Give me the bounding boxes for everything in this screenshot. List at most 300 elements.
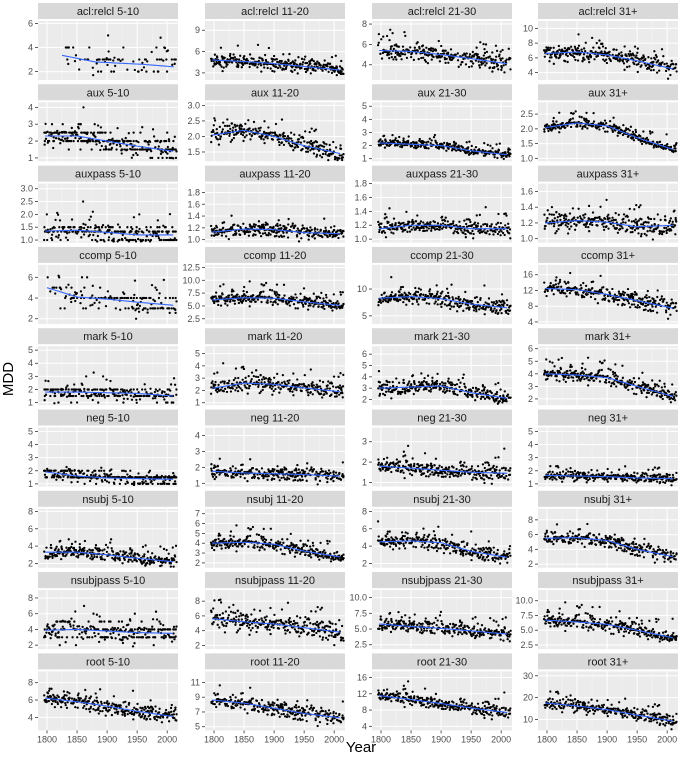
data-point <box>631 303 633 305</box>
data-point <box>220 304 222 306</box>
data-point <box>258 60 260 62</box>
data-point <box>604 297 606 299</box>
data-point <box>105 378 107 380</box>
data-point <box>223 221 225 223</box>
data-point <box>339 291 341 293</box>
data-point <box>419 138 421 140</box>
data-point <box>174 312 176 314</box>
data-point <box>649 229 651 231</box>
data-point <box>142 239 144 241</box>
data-point <box>297 56 299 58</box>
data-point <box>567 282 569 284</box>
data-point <box>403 298 405 300</box>
data-point <box>447 220 449 222</box>
data-point <box>492 309 494 311</box>
data-point <box>71 127 73 129</box>
data-point <box>485 62 487 64</box>
data-point <box>433 136 435 138</box>
data-point <box>639 135 641 137</box>
data-point <box>553 293 555 295</box>
data-point <box>281 60 283 62</box>
data-point <box>165 226 167 228</box>
data-point <box>561 214 563 216</box>
data-point <box>427 62 429 64</box>
data-point <box>130 140 132 142</box>
data-point <box>559 279 561 281</box>
data-point <box>105 226 107 228</box>
data-point <box>617 135 619 137</box>
data-point <box>107 50 109 52</box>
data-point <box>626 66 628 68</box>
y-tick-label: 2 <box>28 314 33 324</box>
data-point <box>340 60 342 62</box>
data-point <box>141 388 143 390</box>
data-point <box>457 59 459 61</box>
data-point <box>602 122 604 124</box>
data-point <box>92 234 94 236</box>
data-point <box>165 140 167 142</box>
data-point <box>263 226 265 228</box>
data-point <box>418 298 420 300</box>
data-point <box>151 51 153 53</box>
data-point <box>665 133 667 135</box>
data-point <box>651 305 653 307</box>
data-point <box>627 300 629 302</box>
data-point <box>583 59 585 61</box>
data-point <box>291 145 293 147</box>
data-point <box>416 141 418 143</box>
data-point <box>290 132 292 134</box>
data-point <box>381 57 383 59</box>
data-point <box>158 230 160 232</box>
data-point <box>158 58 160 60</box>
data-point <box>121 152 123 154</box>
data-point <box>503 302 505 304</box>
data-point <box>602 219 604 221</box>
data-point <box>478 308 480 310</box>
data-point <box>458 66 460 68</box>
data-point <box>420 288 422 290</box>
data-point <box>105 305 107 307</box>
data-point <box>640 233 642 235</box>
data-point <box>649 132 651 134</box>
data-point <box>62 140 64 142</box>
data-point <box>555 211 557 213</box>
data-point <box>451 296 453 298</box>
data-point <box>171 58 173 60</box>
data-point <box>99 142 101 144</box>
data-point <box>101 145 103 147</box>
data-point <box>566 226 568 228</box>
data-point <box>91 239 93 241</box>
data-point <box>493 307 495 309</box>
data-point <box>308 238 310 240</box>
data-point <box>471 145 473 147</box>
data-point <box>171 226 173 228</box>
panel-ccomp-5-10 <box>28 247 178 324</box>
data-point <box>281 141 283 143</box>
data-point <box>404 229 406 231</box>
y-tick-label: 1.4 <box>520 202 533 212</box>
data-point <box>279 224 281 226</box>
data-point <box>136 148 138 150</box>
data-point <box>98 58 100 60</box>
data-point <box>634 45 636 47</box>
data-point <box>406 298 408 300</box>
data-point <box>275 123 277 125</box>
data-point <box>54 219 56 221</box>
data-point <box>135 308 137 310</box>
data-point <box>278 236 280 238</box>
data-point <box>339 144 341 146</box>
data-point <box>298 138 300 140</box>
data-point <box>500 308 502 310</box>
data-point <box>57 388 59 390</box>
data-point <box>613 48 615 50</box>
data-point <box>666 63 668 65</box>
data-point <box>222 227 224 229</box>
data-point <box>108 139 110 141</box>
data-point <box>438 40 440 42</box>
data-point <box>462 146 464 148</box>
data-point <box>43 399 45 401</box>
data-point <box>592 211 594 213</box>
data-point <box>661 233 663 235</box>
data-point <box>169 389 171 391</box>
data-point <box>627 135 629 137</box>
data-point <box>395 137 397 139</box>
data-point <box>257 63 259 65</box>
data-point <box>89 234 91 236</box>
data-point <box>106 64 108 66</box>
data-point <box>144 307 146 309</box>
data-point <box>578 116 580 118</box>
data-point <box>336 66 338 68</box>
data-point <box>486 225 488 227</box>
data-point <box>167 49 169 51</box>
y-tick-label: 10 <box>523 23 533 33</box>
data-point <box>46 131 48 133</box>
data-point <box>435 300 437 302</box>
data-point <box>252 58 254 60</box>
data-point <box>655 306 657 308</box>
y-tick-label: 3 <box>195 68 200 78</box>
data-point <box>220 135 222 137</box>
data-point <box>401 145 403 147</box>
data-point <box>233 137 235 139</box>
data-point <box>272 138 274 140</box>
data-point <box>663 231 665 233</box>
data-point <box>476 214 478 216</box>
data-point <box>569 212 571 214</box>
data-point <box>420 293 422 295</box>
facet-strip-label: mark 5-10 <box>83 331 133 343</box>
data-point <box>509 305 511 307</box>
data-point <box>469 53 471 55</box>
data-point <box>46 213 48 215</box>
data-point <box>398 291 400 293</box>
data-point <box>304 303 306 305</box>
data-point <box>486 51 488 53</box>
data-point <box>565 283 567 285</box>
data-point <box>320 64 322 66</box>
data-point <box>503 71 505 73</box>
data-point <box>116 297 118 299</box>
data-point <box>623 62 625 64</box>
facet-strip-label: auxpass 21-30 <box>406 169 478 181</box>
data-point <box>654 224 656 226</box>
data-point <box>567 232 569 234</box>
data-point <box>501 57 503 59</box>
data-point <box>422 44 424 46</box>
data-point <box>267 126 269 128</box>
data-point <box>491 70 493 72</box>
data-point <box>478 64 480 66</box>
data-point <box>98 228 100 230</box>
data-point <box>271 70 273 72</box>
data-point <box>554 217 556 219</box>
data-point <box>48 140 50 142</box>
data-point <box>550 47 552 49</box>
data-point <box>302 305 304 307</box>
data-point <box>656 296 658 298</box>
data-point <box>498 54 500 56</box>
data-point <box>471 224 473 226</box>
data-point <box>488 303 490 305</box>
data-point <box>640 235 642 237</box>
data-point <box>482 230 484 232</box>
data-point <box>226 63 228 65</box>
data-point <box>445 295 447 297</box>
y-tick-label: 6 <box>528 53 533 63</box>
data-point <box>287 60 289 62</box>
data-point <box>49 228 51 230</box>
data-point <box>99 287 101 289</box>
data-point <box>617 303 619 305</box>
data-point <box>68 46 70 48</box>
data-point <box>273 291 275 293</box>
data-point <box>175 239 177 241</box>
data-point <box>407 141 409 143</box>
data-point <box>155 388 157 390</box>
data-point <box>292 222 294 224</box>
data-point <box>266 223 268 225</box>
data-point <box>623 299 625 301</box>
data-point <box>657 59 659 61</box>
data-point <box>175 297 177 299</box>
data-point <box>51 234 53 236</box>
data-point <box>434 221 436 223</box>
data-point <box>496 50 498 52</box>
data-point <box>445 217 447 219</box>
data-point <box>335 307 337 309</box>
data-point <box>425 147 427 149</box>
data-point <box>379 138 381 140</box>
data-point <box>322 153 324 155</box>
data-point <box>472 233 474 235</box>
data-point <box>661 48 663 50</box>
data-point <box>650 310 652 312</box>
data-point <box>226 304 228 306</box>
data-point <box>611 288 613 290</box>
data-point <box>314 227 316 229</box>
data-point <box>222 128 224 130</box>
data-point <box>64 138 66 140</box>
data-point <box>217 304 219 306</box>
data-point <box>260 235 262 237</box>
data-point <box>231 122 233 124</box>
data-point <box>384 213 386 215</box>
y-tick-label: 1.2 <box>187 223 200 233</box>
data-point <box>294 62 296 64</box>
data-point <box>272 304 274 306</box>
y-tick-label: 4 <box>28 102 33 112</box>
data-point <box>111 138 113 140</box>
panel-ccomp-21-30 <box>357 247 512 324</box>
data-point <box>425 61 427 63</box>
data-point <box>126 226 128 228</box>
data-point <box>139 131 141 133</box>
data-point <box>674 224 676 226</box>
data-point <box>58 226 60 228</box>
data-point <box>662 55 664 57</box>
data-point <box>418 47 420 49</box>
data-point <box>144 383 146 385</box>
data-point <box>377 44 379 46</box>
data-point <box>246 291 248 293</box>
y-tick-label: 1.8 <box>354 179 367 189</box>
data-point <box>92 140 94 142</box>
data-point <box>587 293 589 295</box>
data-point <box>297 141 299 143</box>
data-point <box>234 56 236 58</box>
data-point <box>105 145 107 147</box>
data-point <box>130 297 132 299</box>
data-point <box>607 227 609 229</box>
data-point <box>489 66 491 68</box>
y-tick-label: 1.4 <box>187 211 200 221</box>
data-point <box>90 394 92 396</box>
data-point <box>607 214 609 216</box>
data-point <box>59 307 61 309</box>
data-point <box>162 396 164 398</box>
data-point <box>226 118 228 120</box>
data-point <box>156 58 158 60</box>
data-point <box>115 307 117 309</box>
data-point <box>482 308 484 310</box>
data-point <box>124 307 126 309</box>
data-point <box>581 60 583 62</box>
data-point <box>275 235 277 237</box>
data-point <box>475 47 477 49</box>
data-point <box>92 74 94 76</box>
y-tick-label: 1.0 <box>520 153 533 163</box>
data-point <box>96 62 98 64</box>
data-point <box>509 57 511 59</box>
data-point <box>558 112 560 114</box>
data-point <box>83 227 85 229</box>
data-point <box>231 139 233 141</box>
data-point <box>139 305 141 307</box>
data-point <box>656 56 658 58</box>
data-point <box>338 157 340 159</box>
data-point <box>657 289 659 291</box>
data-point <box>441 301 443 303</box>
data-point <box>505 212 507 214</box>
data-point <box>260 291 262 293</box>
data-point <box>494 59 496 61</box>
data-point <box>141 126 143 128</box>
data-point <box>417 291 419 293</box>
data-point <box>418 229 420 231</box>
facet-strip-label: acl:relcl 31+ <box>578 6 637 18</box>
data-point <box>492 58 494 60</box>
data-point <box>232 126 234 128</box>
data-point <box>664 215 666 217</box>
data-point <box>80 123 82 125</box>
data-point <box>633 208 635 210</box>
data-point <box>72 46 74 48</box>
data-point <box>112 390 114 392</box>
data-point <box>311 229 313 231</box>
data-point <box>556 219 558 221</box>
data-point <box>485 57 487 59</box>
data-point <box>336 74 338 76</box>
data-point <box>228 238 230 240</box>
data-point <box>319 154 321 156</box>
data-point <box>431 293 433 295</box>
data-point <box>491 223 493 225</box>
data-point <box>596 224 598 226</box>
data-point <box>235 129 237 131</box>
data-point <box>389 228 391 230</box>
data-point <box>496 301 498 303</box>
data-point <box>601 43 603 45</box>
data-point <box>575 110 577 112</box>
data-point <box>297 307 299 309</box>
data-point <box>277 67 279 69</box>
y-tick-label: 6 <box>362 39 367 49</box>
data-point <box>629 129 631 131</box>
data-point <box>467 304 469 306</box>
data-point <box>132 140 134 142</box>
data-point <box>637 63 639 65</box>
data-point <box>575 224 577 226</box>
data-point <box>335 305 337 307</box>
data-point <box>243 58 245 60</box>
data-point <box>308 235 310 237</box>
data-point <box>602 286 604 288</box>
data-point <box>485 43 487 45</box>
data-point <box>436 284 438 286</box>
data-point <box>235 232 237 234</box>
data-point <box>165 58 167 60</box>
data-point <box>83 233 85 235</box>
data-point <box>379 53 381 55</box>
y-tick-label: 1 <box>28 153 33 163</box>
data-point <box>471 60 473 62</box>
data-point <box>163 391 165 393</box>
data-point <box>613 300 615 302</box>
data-point <box>131 228 133 230</box>
data-point <box>62 123 64 125</box>
data-point <box>166 401 168 403</box>
data-point <box>135 152 137 154</box>
data-point <box>313 60 315 62</box>
data-point <box>341 232 343 234</box>
data-point <box>72 395 74 397</box>
data-point <box>53 287 55 289</box>
